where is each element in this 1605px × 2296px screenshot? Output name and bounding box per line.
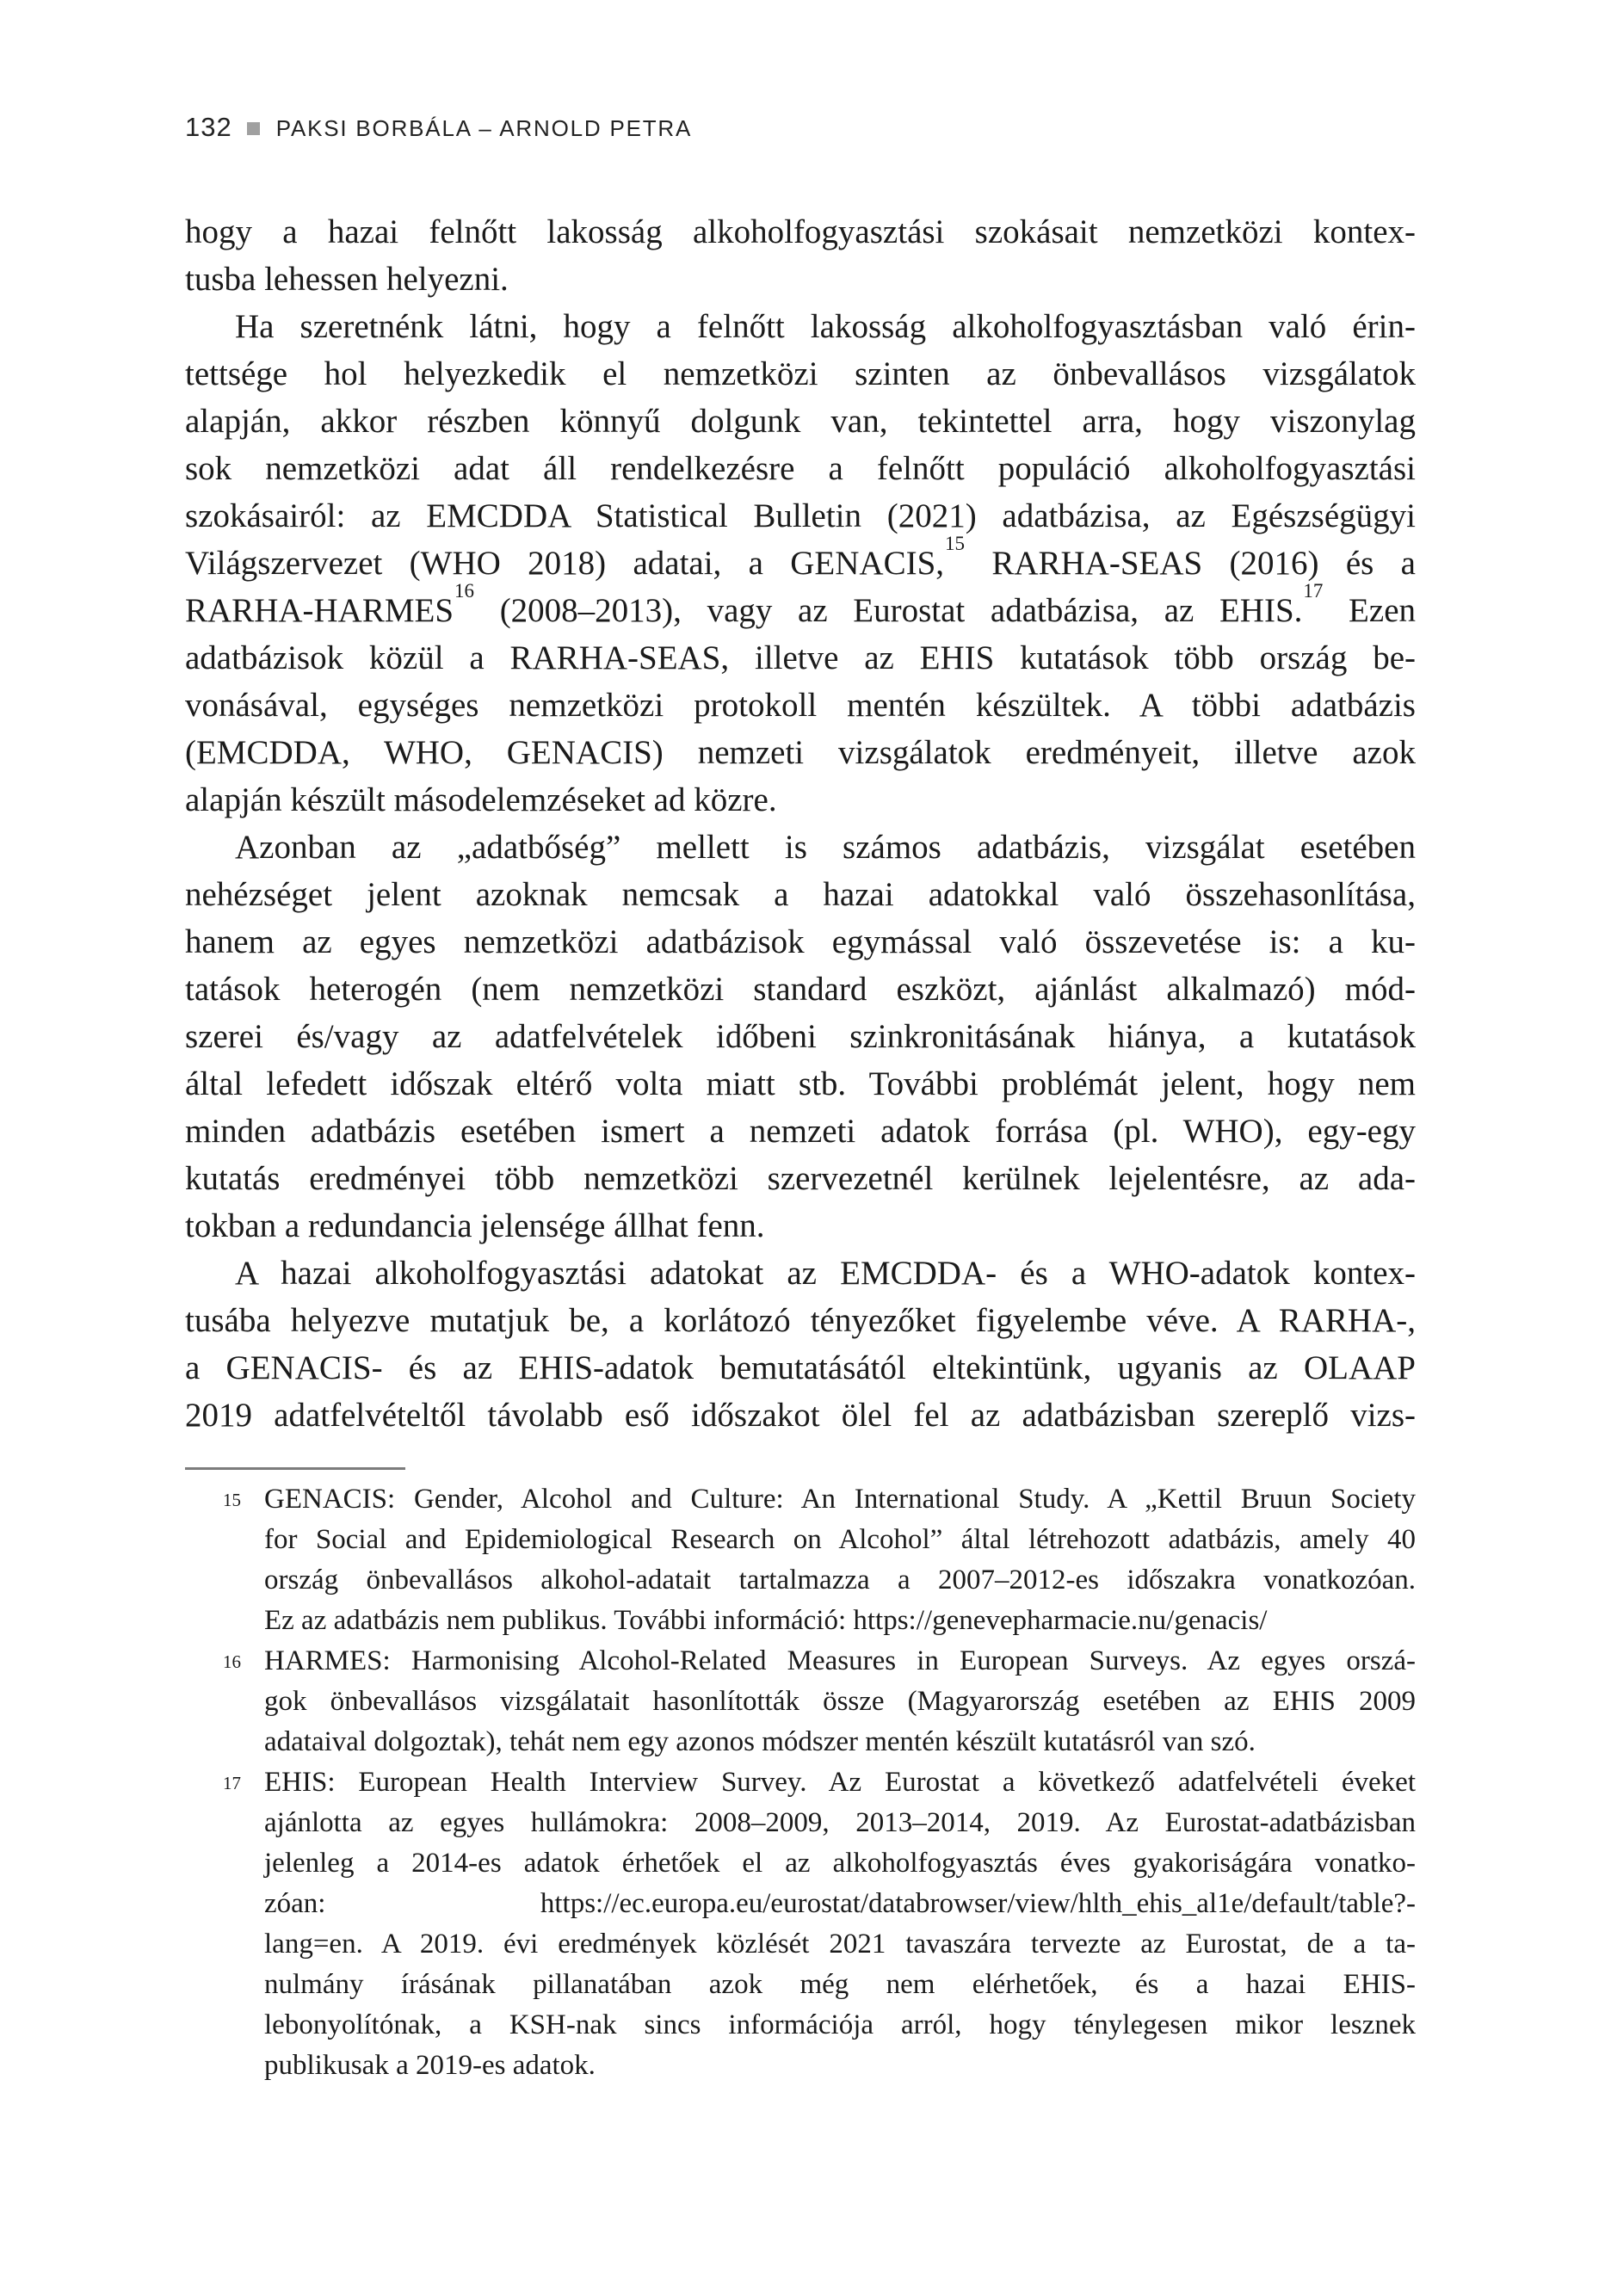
footnote-ref: 15 xyxy=(945,533,966,554)
body-line: hanem az egyes nemzetközi adatbázisok egymással való összevetése is: a ku- xyxy=(185,923,1416,960)
paragraph xyxy=(185,824,1416,1250)
body-line: 2019 adatfelvételtől távolabb eső időszakot ölel fel az adatbázisban szereplő vizs- xyxy=(185,1397,1416,1434)
body-line: alapján, akkor részben könnyű dolgunk van, tekintettel arra, hogy viszonylag xyxy=(185,403,1416,440)
body-line: által lefedett időszak eltérő volta miatt stb. További problémát jelent, hogy nem xyxy=(185,1065,1416,1102)
running-head-authors: PAKSI BORBÁLA – ARNOLD PETRA xyxy=(275,114,693,141)
footnote-line: zóan: https://ec.europa.eu/eurostat/databrowser/view/hlth_ehis_al1e/default/table?- xyxy=(264,1888,1416,1919)
footnote-line: EHIS: European Health Interview Survey. Az Eurostat a következő adatfelvételi éveket xyxy=(264,1767,1416,1798)
footnote-separator xyxy=(185,1467,405,1470)
body-line: hogy a hazai felnőtt lakosság alkoholfogyasztási szokásait nemzetközi kontex- xyxy=(185,213,1416,250)
footnote-line: nulmány írásának pillanatában azok még nem elérhetőek, és a hazai EHIS- xyxy=(264,1969,1416,2000)
page-number: 132 xyxy=(185,112,232,142)
body-line: szerei és/vagy az adatfelvételek időbeni szinkronitásának hiánya, a kutatások xyxy=(185,1018,1416,1055)
footnote-line: lang=en. A 2019. évi eredmények közlését 2021 tavaszára tervezte az Eurostat, de a ta- xyxy=(264,1929,1416,1960)
body-line: tettsége hol helyezkedik el nemzetközi szinten az önbevallásos vizsgálatok xyxy=(185,355,1416,392)
footnote-line: lebonyolítónak, a KSH-nak sincs információja arról, hogy ténylegesen mikor lesznek xyxy=(264,2009,1416,2040)
body-line: kutatás eredményei több nemzetközi szervezetnél kerülnek lejelentésre, az ada- xyxy=(185,1160,1416,1197)
body-line: A hazai alkoholfogyasztási adatokat az EMCDDA- és a WHO-adatok kontex- xyxy=(235,1255,1416,1292)
page-header xyxy=(185,112,692,143)
footnote-number: 15 xyxy=(223,1490,241,1510)
header-square-icon xyxy=(247,122,260,135)
footnote-ref: 16 xyxy=(454,580,475,602)
body-line: Ha szeretnénk látni, hogy a felnőtt lakosság alkoholfogyasztásban való érin- xyxy=(235,308,1416,345)
body-line: minden adatbázis esetében ismert a nemzeti adatok forrása (pl. WHO), egy-egy xyxy=(185,1113,1416,1150)
footnote xyxy=(223,1641,1416,1762)
footnote-line: jelenleg a 2014-es adatok érhetőek el az alkoholfogyasztás éves gyakoriságára vonatko- xyxy=(264,1848,1416,1879)
body-line: vonásával, egységes nemzetközi protokoll mentén készültek. A többi adatbázis xyxy=(185,687,1416,724)
body-line: adatbázisok közül a RARHA-SEAS, illetve az EHIS kutatások több ország be- xyxy=(185,639,1416,676)
paragraph xyxy=(185,303,1416,824)
footnote-number: 17 xyxy=(223,1773,241,1793)
paragraph xyxy=(185,208,1416,303)
footnote-line: HARMES: Harmonising Alcohol-Related Measures in European Surveys. Az egyes orszá- xyxy=(264,1645,1416,1676)
body-line: tusba lehessen helyezni. xyxy=(185,261,509,298)
body-line: (EMCDDA, WHO, GENACIS) nemzeti vizsgálatok eredményeit, illetve azok xyxy=(185,734,1416,771)
body-line: tokban a redundancia jelensége állhat fenn. xyxy=(185,1207,765,1244)
body-line: nehézséget jelent azoknak nemcsak a hazai adatokkal való összehasonlítása, xyxy=(185,876,1416,913)
body-line: RARHA-HARMES$^{16}$ (2008–2013), vagy az Eurostat adatbázisa, az EHIS.$^{17}$ Ezen xyxy=(185,580,1416,629)
body-text xyxy=(185,208,1416,1439)
footnote-line: ország önbevallásos alkohol-adatait tartalmazza a 2007–2012-es időszakra vonatkozóan. xyxy=(264,1565,1416,1595)
footnote-line: publikusak a 2019-es adatok. xyxy=(264,2050,596,2081)
footnote-line: Ez az adatbázis nem publikus. További információ: https://genevepharmacie.nu/genacis/ xyxy=(264,1605,1268,1636)
body-line: sok nemzetközi adat áll rendelkezésre a felnőtt populáció alkoholfogyasztási xyxy=(185,450,1416,487)
body-line: tatások heterogén (nem nemzetközi standard eszközt, ajánlást alkalmazó) mód- xyxy=(185,971,1416,1008)
body-line: Azonban az „adatbőség” mellett is számos adatbázis, vizsgálat esetében xyxy=(235,829,1416,866)
footnotes xyxy=(185,1479,1416,2086)
footnote-line: gok önbevallásos vizsgálatait hasonlították össze (Magyarország esetében az EHIS 2009 xyxy=(264,1686,1416,1717)
footnote-line: GENACIS: Gender, Alcohol and Culture: An International Study. A „Kettil Bruun Society xyxy=(264,1484,1416,1515)
body-line: szokásairól: az EMCDDA Statistical Bulletin (2021) adatbázisa, az Egészségügyi xyxy=(185,497,1416,534)
footnote xyxy=(223,1762,1416,2086)
footnote-line: for Social and Epidemiological Research on Alcohol” által létrehozott adatbázis, amely 40 xyxy=(264,1524,1416,1555)
footnote-line: adataival dolgoztak), tehát nem egy azonos módszer mentén készült kutatásról van szó. xyxy=(264,1726,1256,1757)
body-line: a GENACIS- és az EHIS-adatok bemutatásától eltekintünk, ugyanis az OLAAP xyxy=(185,1349,1416,1386)
paragraph xyxy=(185,1250,1416,1439)
footnote-line: ajánlotta az egyes hullámokra: 2008–2009, 2013–2014, 2019. Az Eurostat-adatbázisban xyxy=(264,1807,1416,1838)
body-line: alapján készült másodelemzéseket ad közre. xyxy=(185,781,777,818)
footnote-number: 16 xyxy=(223,1651,241,1672)
body-line: Világszervezet (WHO 2018) adatai, a GENACIS,$^{15}$ RARHA-SEAS (2016) és a xyxy=(185,533,1416,582)
body-line: tusába helyezve mutatjuk be, a korlátozó tényezőket figyelembe véve. A RARHA-, xyxy=(185,1302,1416,1339)
footnote xyxy=(223,1479,1416,1641)
footnote-ref: 17 xyxy=(1303,580,1324,602)
